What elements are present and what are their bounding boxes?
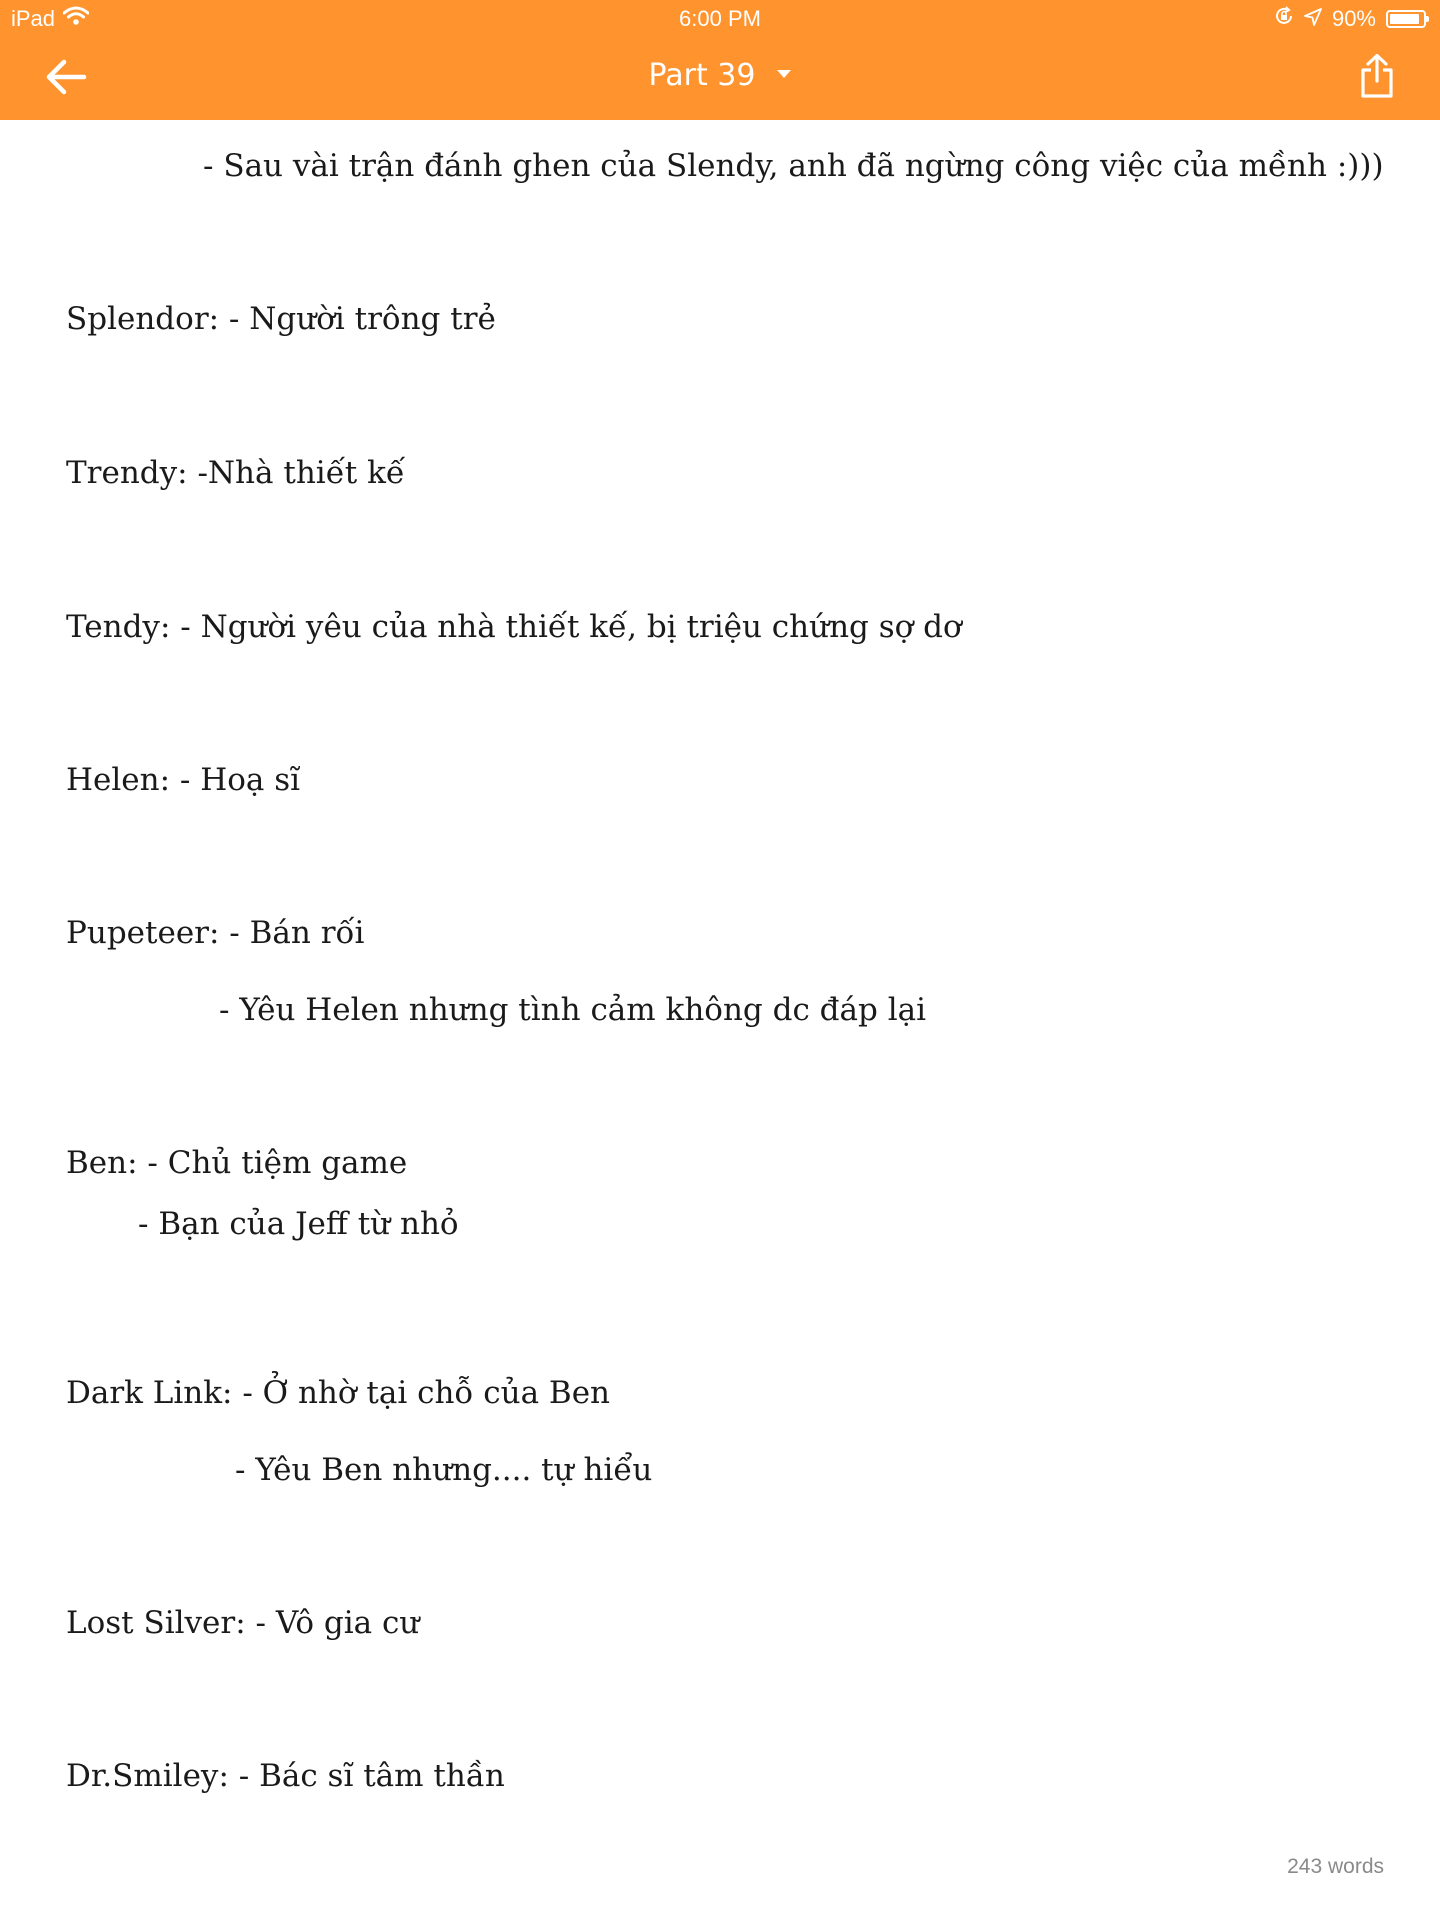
text-line: Dark Link: - Ở nhờ tại chỗ của Ben xyxy=(66,1375,610,1411)
text-line: Trendy: -Nhà thiết kế xyxy=(66,455,405,491)
battery-icon xyxy=(1386,10,1426,28)
location-icon xyxy=(1304,6,1322,32)
battery-percent: 90% xyxy=(1331,6,1376,31)
part-selector[interactable] xyxy=(0,58,1440,93)
status-bar xyxy=(0,0,1440,38)
word-count: 243 words xyxy=(1287,1855,1384,1878)
text-line: - Bạn của Jeff từ nhỏ xyxy=(138,1206,459,1242)
text-line: Ben: - Chủ tiệm game xyxy=(66,1145,408,1181)
text-line: - Yêu Ben nhưng.... tự hiểu xyxy=(235,1452,653,1488)
share-button[interactable] xyxy=(1352,50,1402,106)
status-time: 6:00 PM xyxy=(679,6,761,31)
text-line: Pupeteer: - Bán rối xyxy=(66,915,365,951)
status-right xyxy=(1274,6,1426,32)
chapter-content xyxy=(0,120,1440,1920)
text-line: Helen: - Hoạ sĩ xyxy=(66,762,301,798)
share-icon xyxy=(1360,53,1394,104)
text-line: Lost Silver: - Vô gia cư xyxy=(66,1605,420,1641)
battery-fill xyxy=(1390,14,1419,24)
text-line: Splendor: - Người trông trẻ xyxy=(66,301,496,337)
text-line: Tendy: - Người yêu của nhà thiết kế, bị triệu chứng sợ dơ xyxy=(66,609,962,645)
nav-bar xyxy=(0,40,1440,120)
device-label: iPad xyxy=(11,6,56,31)
part-title: Part 39 xyxy=(648,58,756,93)
text-line: Dr.Smiley: - Bác sĩ tâm thần xyxy=(66,1758,505,1794)
text-line: - Yêu Helen nhưng tình cảm không dc đáp lại xyxy=(219,992,927,1028)
caret-down-icon xyxy=(777,70,791,78)
top-bar xyxy=(0,0,1440,120)
text-line: - Sau vài trận đánh ghen của Slendy, anh đã ngừng công việc của mềnh :))) xyxy=(203,148,1384,184)
orientation-lock-icon xyxy=(1274,6,1294,32)
